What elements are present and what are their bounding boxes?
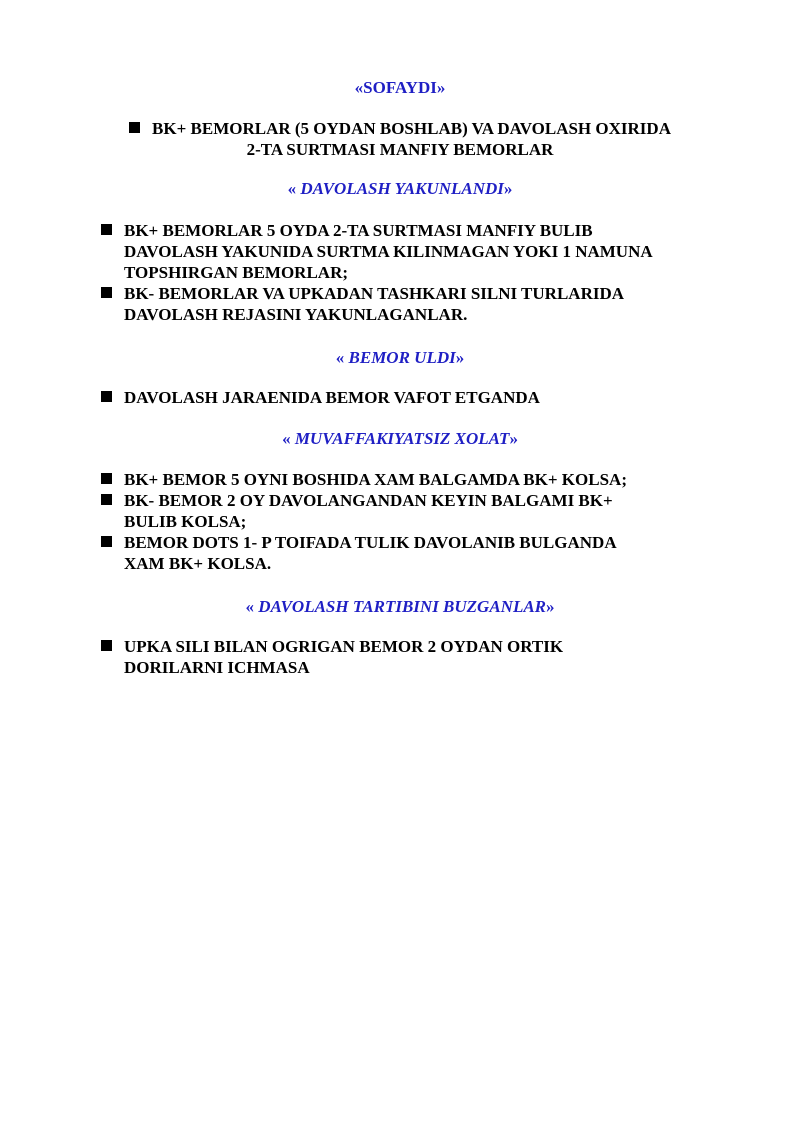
list-item: BK+ BEMOR 5 OYNI BOSHIDA XAM BALGAMDA BK+ KOLSA;	[124, 469, 734, 490]
list-item: BK- BEMORLAR VA UPKADAN TASHKARI SILNI TURLARIDA DAVOLASH REJASINI YAKUNLAGANLAR.	[124, 283, 734, 325]
section-heading: « DAVOLASH TARTIBINI BUZGANLAR»	[245, 597, 555, 616]
square-bullet-icon	[101, 287, 112, 298]
list-item: DAVOLASH JARAENIDA BEMOR VAFOT ETGANDA	[124, 387, 734, 408]
square-bullet-icon	[101, 536, 112, 547]
section-muvaffakiyatsiz-xolat	[0, 428, 800, 449]
square-bullet-icon	[101, 224, 112, 235]
section-heading	[0, 77, 800, 98]
list-item	[0, 118, 800, 160]
square-bullet-icon	[101, 391, 112, 402]
section-heading: « DAVOLASH YAKUNLANDI»	[287, 179, 513, 198]
bullet-list	[124, 220, 734, 325]
square-bullet-icon	[101, 640, 112, 651]
list-item: BK+ BEMORLAR 5 OYDA 2-TA SURTMASI MANFIY BULIB DAVOLASH YAKUNIDA SURTMA KILINMAGAN YOKI 1 NAMUNA TOPSHIRGAN BEMORLAR;	[124, 220, 734, 283]
list-item: UPKA SILI BILAN OGRIGAN BEMOR 2 OYDAN ORTIK DORILARNI ICHMASA	[124, 636, 734, 678]
list-item-line: BK+ BEMORLAR (5 OYDAN BOSHLAB) VA DAVOLASH OXIRIDA	[0, 118, 800, 139]
section-heading: « MUVAFFAKIYATSIZ XOLAT»	[282, 429, 518, 448]
list-item-line: 2-TA SURTMASI MANFIY BEMORLAR	[246, 140, 554, 159]
section-davolash-tartibini-buzganlar	[0, 596, 800, 617]
bullet-list	[124, 469, 734, 574]
heading-open-quote: «	[354, 78, 364, 97]
square-bullet-icon	[101, 494, 112, 505]
list-item: BK- BEMOR 2 OY DAVOLANGANDAN KEYIN BALGAMI BK+ BULIB KOLSA;	[124, 490, 734, 532]
section-davolash-yakunlandi	[0, 178, 800, 199]
section-heading: « BEMOR ULDI»	[335, 348, 465, 367]
section-bemor-uldi	[0, 347, 800, 368]
heading-text: SOFAYDI	[363, 78, 437, 97]
square-bullet-icon	[101, 473, 112, 484]
bullet-list	[124, 636, 734, 678]
list-item: BEMOR DOTS 1- P TOIFADA TULIK DAVOLANIB BULGANDA XAM BK+ KOLSA.	[124, 532, 734, 574]
section-sofaydi	[0, 77, 800, 98]
heading-close-quote: »	[436, 78, 446, 97]
bullet-list	[124, 387, 734, 408]
square-bullet-icon	[129, 122, 140, 133]
